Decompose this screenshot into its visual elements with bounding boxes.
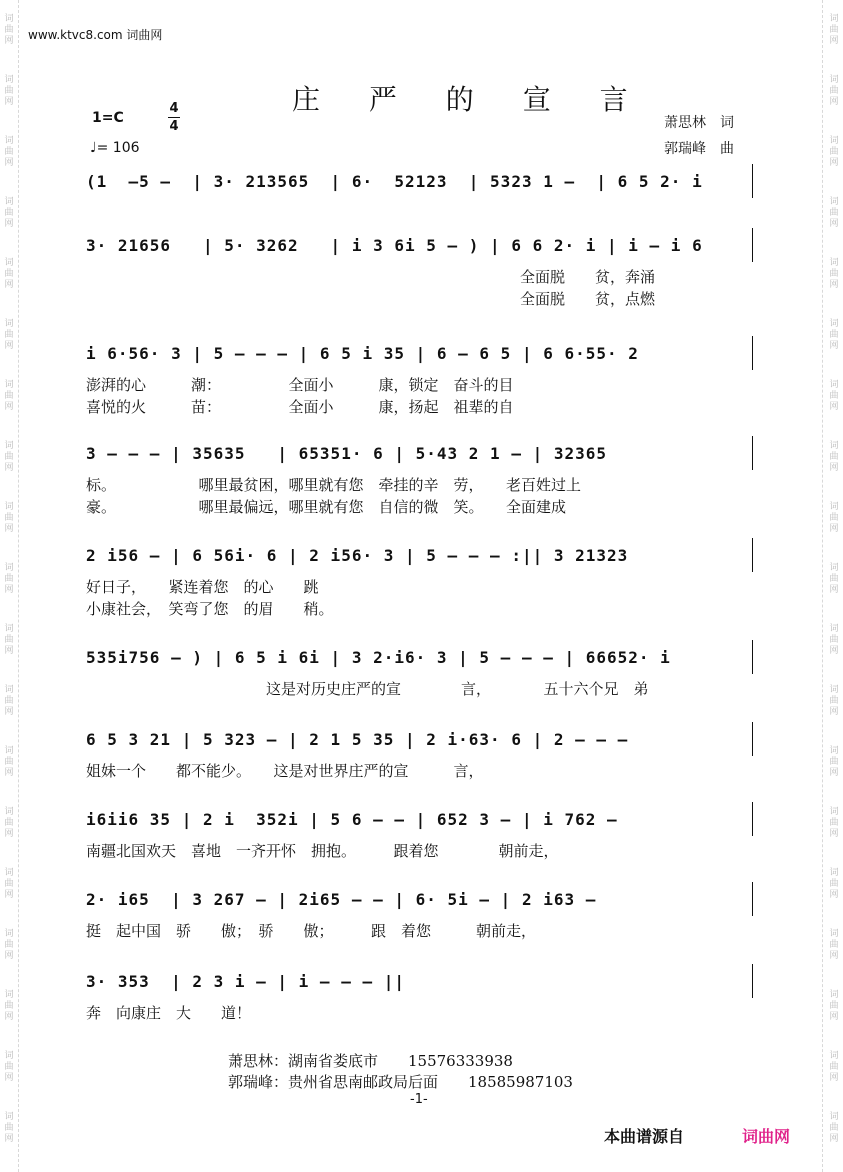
source-label: 本曲谱源自 bbox=[604, 1127, 685, 1146]
watermark-mark: 词 曲 网 bbox=[4, 868, 14, 900]
score-line-notes: 3 — — — | 35635 | 65351· 6 | 5·43 2 1 — | 32365 bbox=[86, 444, 608, 463]
watermark-mark: 词 曲 网 bbox=[829, 807, 839, 839]
footer-contact-lyricist: 萧思林：湖南省娄底市 15576333938 bbox=[228, 1052, 513, 1070]
lyric-line-verse-1: 南疆北国欢天 喜地 一齐开怀 拥抱。 跟着您 朝前走， bbox=[86, 842, 559, 860]
score-line-notes: 6 5 3 21 | 5 323 — | 2 1 5 35 | 2 i·63· 6 | 2 — — — bbox=[86, 730, 629, 749]
lyric-line-verse-2: 喜悦的火 苗： 全面小 康，扬起 祖辈的自 bbox=[86, 398, 514, 416]
watermark-mark: 词 曲 网 bbox=[4, 258, 14, 290]
watermark-mark: 词 曲 网 bbox=[829, 319, 839, 351]
lyric-line-verse-1: 全面脱 贫，奔涌 bbox=[520, 268, 656, 286]
lyric-line-verse-1: 姐妹一个 都不能少。 这是对世界庄严的宣 言， bbox=[86, 762, 484, 780]
watermark-mark: 词 曲 网 bbox=[4, 14, 14, 46]
lyric-line-verse-1: 挺 起中国 骄 傲； 骄 傲； 跟 着您 朝前走， bbox=[86, 922, 537, 940]
watermark-mark: 词 曲 网 bbox=[4, 990, 14, 1022]
watermark-mark: 词 曲 网 bbox=[4, 807, 14, 839]
score-line-notes: 3· 353 | 2 3 i — | i — — — || bbox=[86, 972, 405, 991]
source-brand-link[interactable]: 词曲网 bbox=[742, 1127, 791, 1146]
right-watermark-strip bbox=[827, 0, 841, 1172]
lyric-line-verse-1: 这是对历史庄严的宣 言， 五十六个兄 弟 bbox=[86, 680, 649, 698]
lyric-line-verse-2: 豪。 哪里最偏远，哪里就有您 自信的微 笑。 全面建成 bbox=[86, 498, 567, 516]
watermark-mark: 词 曲 网 bbox=[4, 563, 14, 595]
watermark-mark: 词 曲 网 bbox=[4, 75, 14, 107]
watermark-mark: 词 曲 网 bbox=[829, 929, 839, 961]
watermark-mark: 词 曲 网 bbox=[829, 441, 839, 473]
lyric-line-verse-1: 标。 哪里最贫困，哪里就有您 牵挂的辛 劳， 老百姓过上 bbox=[86, 476, 582, 494]
watermark-mark: 词 曲 网 bbox=[4, 319, 14, 351]
right-page-border bbox=[822, 0, 823, 1172]
lyric-line-verse-1: 澎湃的心 潮： 全面小 康，锁定 奋斗的目 bbox=[86, 376, 514, 394]
end-barline bbox=[752, 228, 753, 262]
site-url[interactable]: www.ktvc8.com 词曲网 bbox=[28, 28, 163, 42]
score-line-notes: 535i756 — ) | 6 5 i 6i | 3 2·i6· 3 | 5 — — — | 66652· i bbox=[86, 648, 671, 667]
watermark-mark: 词 曲 网 bbox=[829, 868, 839, 900]
song-title: 庄 严 的 宣 言 bbox=[292, 83, 648, 116]
watermark-mark: 词 曲 网 bbox=[829, 75, 839, 107]
lyric-line-verse-2: 全面脱 贫，点燃 bbox=[520, 290, 656, 308]
watermark-mark: 词 曲 网 bbox=[829, 136, 839, 168]
watermark-mark: 词 曲 网 bbox=[829, 746, 839, 778]
watermark-mark: 词 曲 网 bbox=[4, 502, 14, 534]
page-number: -1- bbox=[410, 1092, 428, 1107]
lyric-line-verse-1: 奔 向康庄 大 道！ bbox=[86, 1004, 252, 1022]
lyricist-credit: 萧思林 词 bbox=[664, 115, 734, 131]
watermark-mark: 词 曲 网 bbox=[829, 197, 839, 229]
score-line-notes: i 6·56· 3 | 5 — — — | 6 5 i 35 | 6 — 6 5 | 6 6·55· 2 bbox=[86, 344, 639, 363]
time-signature bbox=[168, 101, 180, 134]
time-signature-top: 4 bbox=[169, 101, 179, 116]
source-credit bbox=[604, 1124, 790, 1147]
lyric-line-verse-1: 好日子， 紧连着您 的心 跳 bbox=[86, 578, 319, 596]
lyric-line-verse-2: 小康社会， 笑弯了您 的眉 稍。 bbox=[86, 600, 334, 618]
composer-credit: 郭瑞峰 曲 bbox=[664, 141, 734, 157]
watermark-mark: 词 曲 网 bbox=[829, 1051, 839, 1083]
watermark-mark: 词 曲 网 bbox=[829, 563, 839, 595]
end-barline bbox=[752, 722, 753, 756]
watermark-mark: 词 曲 网 bbox=[829, 685, 839, 717]
end-barline bbox=[752, 436, 753, 470]
end-barline bbox=[752, 640, 753, 674]
score-line-notes: 2· i65 | 3 267 — | 2i65 — — | 6· 5i — | 2 i63 — bbox=[86, 890, 597, 909]
watermark-mark: 词 曲 网 bbox=[4, 624, 14, 656]
watermark-mark: 词 曲 网 bbox=[4, 380, 14, 412]
footer-contact-composer: 郭瑞峰：贵州省思南邮政局后面 18585987103 bbox=[228, 1073, 573, 1091]
score-line-notes: (1 —5 — | 3· 213565 | 6· 52123 | 5323 1 — | 6 5 2· i bbox=[86, 172, 703, 191]
end-barline bbox=[752, 164, 753, 198]
watermark-mark: 词 曲 网 bbox=[829, 990, 839, 1022]
watermark-mark: 词 曲 网 bbox=[829, 624, 839, 656]
watermark-mark: 词 曲 网 bbox=[829, 502, 839, 534]
score-line-notes: 3· 21656 | 5· 3262 | i 3 6i 5 — ) | 6 6 2· i | i — i 6 bbox=[86, 236, 703, 255]
watermark-mark: 词 曲 网 bbox=[829, 14, 839, 46]
score-line-notes: i6ii6 35 | 2 i 352i | 5 6 — — | 652 3 — | i 762 — bbox=[86, 810, 618, 829]
watermark-mark: 词 曲 网 bbox=[829, 258, 839, 290]
end-barline bbox=[752, 964, 753, 998]
time-signature-bar bbox=[168, 117, 180, 118]
watermark-mark: 词 曲 网 bbox=[4, 685, 14, 717]
watermark-mark: 词 曲 网 bbox=[4, 1051, 14, 1083]
watermark-mark: 词 曲 网 bbox=[4, 441, 14, 473]
time-signature-bottom: 4 bbox=[169, 119, 179, 134]
watermark-mark: 词 曲 网 bbox=[4, 136, 14, 168]
watermark-mark: 词 曲 网 bbox=[4, 197, 14, 229]
watermark-mark: 词 曲 网 bbox=[829, 1112, 839, 1144]
watermark-mark: 词 曲 网 bbox=[829, 380, 839, 412]
left-watermark-strip bbox=[2, 0, 16, 1172]
end-barline bbox=[752, 802, 753, 836]
tempo-marking: ♩= 106 bbox=[90, 140, 140, 156]
end-barline bbox=[752, 538, 753, 572]
score-line-notes: 2 i56 — | 6 56i· 6 | 2 i56· 3 | 5 — — — :|| 3 21323 bbox=[86, 546, 629, 565]
watermark-mark: 词 曲 网 bbox=[4, 1112, 14, 1144]
end-barline bbox=[752, 336, 753, 370]
end-barline bbox=[752, 882, 753, 916]
watermark-mark: 词 曲 网 bbox=[4, 929, 14, 961]
watermark-mark: 词 曲 网 bbox=[4, 746, 14, 778]
key-signature: 1=C bbox=[92, 110, 124, 126]
left-page-border bbox=[18, 0, 19, 1172]
